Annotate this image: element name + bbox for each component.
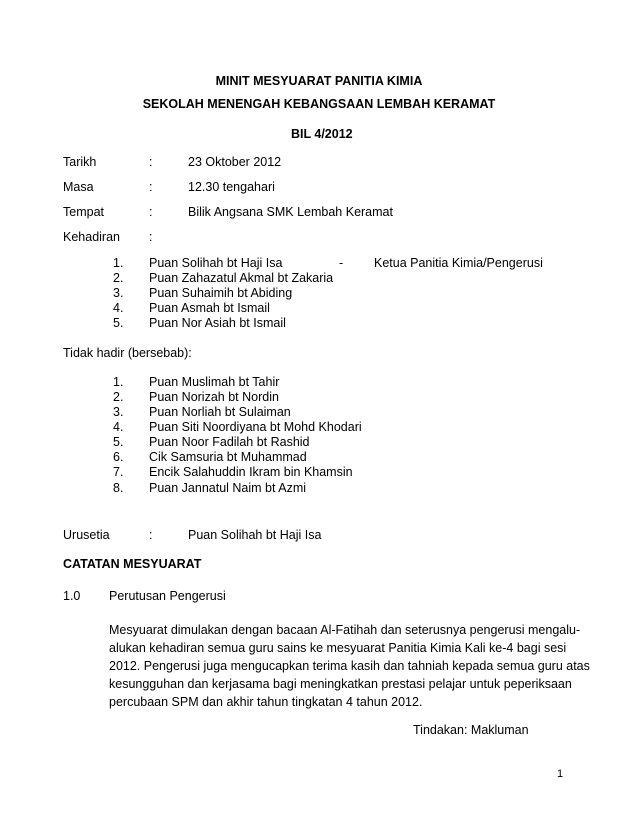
document-title: MINIT MESYUARAT PANITIA KIMIA <box>215 74 423 88</box>
attendee-number: 5. <box>113 316 124 330</box>
section-title: Perutusan Pengerusi <box>109 589 226 603</box>
masa-value: 12.30 tengahari <box>188 180 275 194</box>
absent-number: 3. <box>113 405 124 419</box>
urusetia-label: Urusetia <box>63 528 110 542</box>
paragraph-line: alukan kehadiran semua guru sains ke mesyuarat Panitia Kimia Kali ke-4 bagi sesi <box>109 641 567 655</box>
attendee-name: Puan Asmah bt Ismail <box>149 301 270 315</box>
absent-number: 1. <box>113 375 124 389</box>
absent-number: 8. <box>113 481 124 495</box>
absent-name: Encik Salahuddin Ikram bin Khamsin <box>149 465 353 479</box>
tarikh-value: 23 Oktober 2012 <box>188 155 282 169</box>
tarikh-label: Tarikh <box>63 155 97 169</box>
attendee-name: Puan Nor Asiah bt Ismail <box>149 316 286 330</box>
tempat-label: Tempat <box>63 205 104 219</box>
section-heading: CATATAN MESYUARAT <box>63 557 202 571</box>
absent-number: 6. <box>113 450 124 464</box>
attendee-name: Puan Suhaimih bt Abiding <box>149 286 293 300</box>
page-number: 1 <box>557 768 564 780</box>
meeting-number: BIL 4/2012 <box>291 127 353 141</box>
absent-name: Puan Noor Fadilah bt Rashid <box>149 435 310 449</box>
absent-name: Puan Norizah bt Nordin <box>149 390 279 404</box>
masa-colon: : <box>149 180 153 194</box>
absent-name: Puan Muslimah bt Tahir <box>149 375 280 389</box>
absent-name: Cik Samsuria bt Muhammad <box>149 450 307 464</box>
attendee-number: 2. <box>113 271 124 285</box>
tarikh-colon: : <box>149 155 153 169</box>
absent-name: Puan Jannatul Naim bt Azmi <box>149 481 307 495</box>
kehadiran-label: Kehadiran <box>63 230 120 244</box>
paragraph-line: percubaan SPM dan akhir tahun tingkatan 4 tahun 2012. <box>109 695 423 709</box>
attendee-number: 3. <box>113 286 124 300</box>
absent-name: Puan Siti Noordiyana bt Mohd Khodari <box>149 420 362 434</box>
paragraph-line: Mesyuarat dimulakan dengan bacaan Al-Fatihah dan seterusnya pengerusi mengalu- <box>109 623 581 637</box>
attendee-name: Puan Solihah bt Haji Isa <box>149 256 283 270</box>
attendee-number: 1. <box>113 256 124 270</box>
absent-label: Tidak hadir (bersebab): <box>63 346 192 360</box>
tempat-value: Bilik Angsana SMK Lembah Keramat <box>188 205 393 219</box>
urusetia-colon: : <box>149 528 153 542</box>
masa-label: Masa <box>63 180 94 194</box>
absent-number: 5. <box>113 435 124 449</box>
attendee-name: Puan Zahazatul Akmal bt Zakaria <box>149 271 334 285</box>
attendee-role-dash: - <box>339 256 344 270</box>
school-name: SEKOLAH MENENGAH KEBANGSAAN LEMBAH KERAMAT <box>142 97 496 111</box>
paragraph-line: 2012. Pengerusi juga mengucapkan terima kasih dan tahniah kepada semua guru atas <box>109 659 590 673</box>
paragraph-line: kesungguhan dan kerjasama bagi meningkatkan prestasi pelajar untuk peperiksaan <box>109 677 572 691</box>
absent-number: 4. <box>113 420 124 434</box>
section-number: 1.0 <box>63 589 81 603</box>
kehadiran-colon: : <box>149 230 153 244</box>
absent-name: Puan Norliah bt Sulaiman <box>149 405 291 419</box>
urusetia-value: Puan Solihah bt Haji Isa <box>188 528 322 542</box>
action-note: Tindakan: Makluman <box>413 723 529 737</box>
absent-number: 7. <box>113 465 124 479</box>
absent-number: 2. <box>113 390 124 404</box>
attendee-role: Ketua Panitia Kimia/Pengerusi <box>374 256 543 270</box>
attendee-number: 4. <box>113 301 124 315</box>
tempat-colon: : <box>149 205 153 219</box>
